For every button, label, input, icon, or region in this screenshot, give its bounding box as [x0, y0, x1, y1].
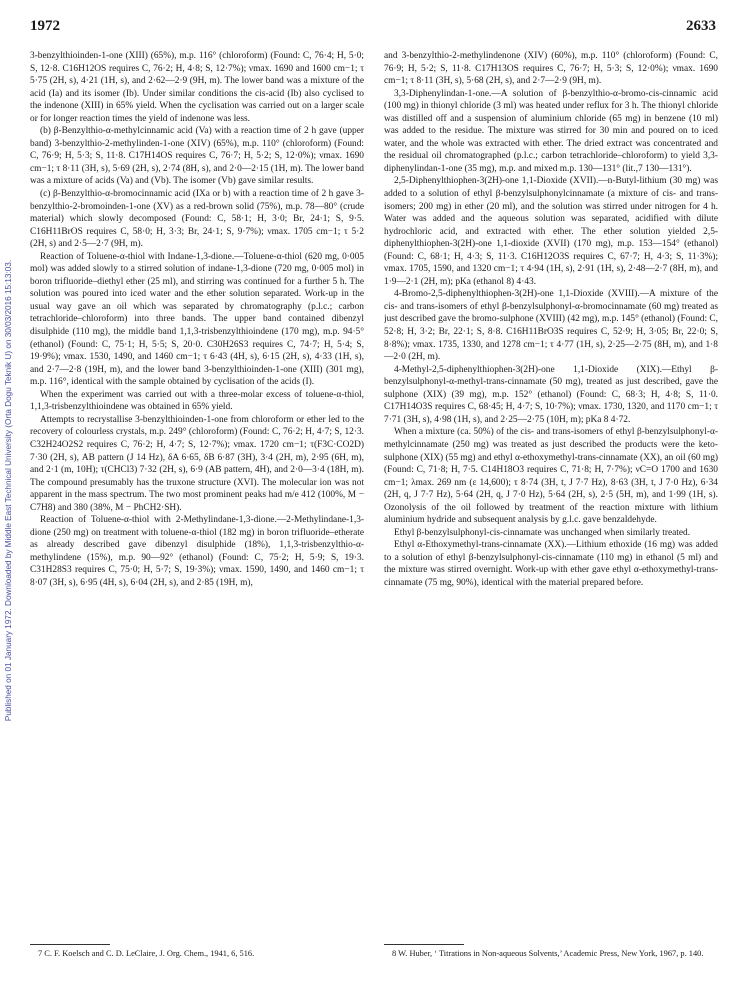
text-columns: [30, 50, 718, 960]
paragraph: When a mixture (ca. 50%) of the cis- and trans-isomers of ethyl β-benzylsulphonyl-α-methylcinnamate (250 mg) was treated as just described the products were the keto-sulphone (XIX) (55 mg) and ethyl α-ethoxymethyl-trans-cinnamate (XX), an oil (60 mg) (Found: C, 71·8; H, 7·5. C14H18O3 requires C, 71·8; H, 7·7%); νC=O 1700 and 1630 cm−1; λmax. 269 nm (ε 14,600); τ 8·74 (3H, t, J 7·7 Hz), 8·63 (3H, t, J 7·0 Hz), 6·34 (2H, q, J 7·7 Hz), 5·64 (2H, q, J 7·0 Hz), 5·64 (2H, s), 2·5 (5H, m), and 1·99 (1H, s). Ozonolysis of the oil followed by treatment of the reaction mixture with lithium aluminium hydride and subsequent analysis by g.l.c. gave benzaldehyde.: [384, 427, 718, 526]
paragraph: 4-Methyl-2,5-diphenylthiophen-3(2H)-one 1,1-Dioxide (XIX).—Ethyl β-benzylsulphonyl-α-methyl-trans-cinnamate (50 mg), treated as just described, gave the sulphone (XIX) (39 mg), m.p. 152° (ethanol) (Found: C, 68·3; H, 4·8; S, 11·0. C17H14O3S requires C, 68·45; H, 4·7; S, 10·7%); νmax. 1730, 1320, and 1170 cm−1; τ 7·71 (3H, s), 4·98 (1H, s), and 2·25—2·75 (10H, m); pKa 8 4·72.: [384, 364, 718, 425]
paragraph: (c) β-Benzylthio-α-bromocinnamic acid (IXa or b) with a reaction time of 2 h gave 3-benzylthio-2-bromoinden-1-one (XV) as a red-brown solid (75%), m.p. 78—80° (crude material) which slowly decomposed (Found: C, 58·1; H, 3·0; Br, 24·1; S, 9·5. C16H11BrOS requires C, 58·0; H, 3·3; Br, 24·1; S, 9·7%); νmax. 1705 cm−1; τ 5·2 (2H, s) and 2·5—2·7 (9H, m).: [30, 189, 364, 250]
paragraph: (b) β-Benzylthio-α-methylcinnamic acid (Va) with a reaction time of 2 h gave (upper band) 3-benzylthio-2-methylinden-1-one (XIV) (65%), m.p. 110° (chloroform) (Found: C, 76·9; H, 5·3; S, 11·8. C17H14OS requires C, 76·7; H, 5·2; S, 12·0%); νmax. 1690 cm−1; τ 8·11 (3H, s), 5·69 (2H, s), 2·74 (8H, s), and 2·0—2·15 (1H, m). The lower band was a mixture of acids (Va) and (Vb). The isomer (Vb) gave similar results.: [30, 126, 364, 187]
footnote-rule: [384, 944, 464, 945]
page-number: 2633: [686, 18, 716, 34]
paragraph: Ethyl α-Ethoxymethyl-trans-cinnamate (XX).—Lithium ethoxide (16 mg) was added to a solution of ethyl β-benzylsulphonyl-cis-cinnamate (110 mg) in ethanol (5 ml) and the mixture was stirred overnight. Work-up with ether gave ethyl α-ethoxymethyl-trans-cinnamate (75 mg, 90%), identical with the material prepared before.: [384, 540, 718, 588]
paragraph: 4-Bromo-2,5-diphenylthiophen-3(2H)-one 1,1-Dioxide (XVIII).—A mixture of the cis- and trans-isomers of ethyl β-benzylsulphonyl-α-bromocinnamate (60 mg) treated as just described gave the bromo-sulphone (XVIII) (42 mg), m.p. 145° (ethanol) (Found: C, 52·8; H, 3·2; Br, 22·1; S, 8·8. C16H11BrO3S requires C, 52·9; H, 3·05; Br, 22·0; S, 8·8%); νmax. 1735, 1330, and 1278 cm−1; τ 4·77 (1H, s), 2·25—2·75 (8H, m), and 1·8—2·0 (2H, m).: [384, 289, 718, 363]
footnote-text: 8 W. Huber, ‘ Titrations in Non-aqueous Solvents,’ Academic Press, New York, 1967, p. 140.: [392, 949, 704, 959]
right-column: [384, 50, 718, 960]
paragraph: Attempts to recrystallise 3-benzylthioinden-1-one from chloroform or ether led to the recovery of colourless crystals, m.p. 249° (chloroform) (Found: C, 76·2; H, 4·7; S, 12·3. C32H24O2S2 requires C, 76·2; H, 4·7; S, 12·7%); νmax. 1720 cm−1; τ(F3C·CO2D) 7·30 (2H, s), AB pattern (J 14 Hz), δA 6·65, δB 6·87 (3H), 3·4 (2H, m), 2·95 (6H, m), and 2·1 (m, 10H); τ(CHCl3) 7·32 (2H, s), 6·9 (AB pattern, 4H), and 2·0—3·4 (18H, m). The compound presumably has the truxone structure (XVI). The molecular ion was not apparent in the mass spectrum. The two most prominent peaks had m/e 412 (100%, M − C7H8) and 380 (38%, M − PhCH2·SH).: [30, 414, 364, 513]
footnote-text: 7 C. F. Koelsch and C. D. LeClaire, J. Org. Chem., 1941, 6, 516.: [38, 949, 255, 959]
download-notice-text[interactable]: Published on 01 January 1972. Downloaded by Middle East Technical University (Orta Dogu Teknik U) on 30/03/2016 15:13:03.: [4, 259, 14, 721]
footnote: [384, 944, 718, 960]
left-column: [30, 50, 364, 960]
paragraph: Reaction of Toluene-α-thiol with 2-Methylindane-1,3-dione.—2-Methylindane-1,3-dione (250 mg) on treatment with toluene-α-thiol (182 mg) in boron trifluoride–etherate as already described gave dibenzyl disulphide (18%), 1,1,3-trisbenzylthio-α-methylindene (15%), m.p. 90—92° (ethanol) (Found: C, 75·2; H, 5·9; S, 19·3. C31H28S3 requires C, 75·0; H, 5·7; S, 19·3%); νmax. 1590, 1490, and 1460 cm−1; τ 8·07 (3H, s), 6·95 (4H, s), 6·04 (2H, s), and 2·85 (19H, m),: [30, 515, 364, 588]
paragraph: 3-benzylthioinden-1-one (XIII) (65%), m.p. 116° (chloroform) (Found: C, 76·4; H, 5·0; S, 12·8. C16H12OS requires C, 76·2; H, 4·8; S, 12·7%); νmax. 1690 and 1600 cm−1; τ 5·75 (2H, s), 4·21 (1H, s), and 2·62—2·9 (9H, m). The lower band was a mixture of the acid (Ia) and its isomer (Ib). Under similar conditions the cis-acid (Ib) also cyclised to the indenone (XIII) in 65% yield. When the cyclisation was carried out on a larger scale or for longer reaction times the yield of indenone was less.: [30, 51, 364, 124]
footnote-rule: [30, 944, 110, 945]
download-notice: [2, 60, 16, 920]
paragraph: 3,3-Diphenylindan-1-one.—A solution of β-benzylthio-α-bromo-cis-cinnamic acid (100 mg) in thionyl chloride (3 ml) was heated under reflux for 3 h. The thionyl chloride was distilled off and a suspension of aluminium chloride (65 mg) in benzene (10 ml) was added to the residue. The mixture was stirred for 30 min and poured on to iced water, and the whole was extracted with ether. The dried extract was concentrated and the residual oil chromatographed (p.l.c.; carbon tetrachloride–chloroform) to yield 3,3-diphenylindan-1-one (35 mg), m.p. and mixed m.p. 130—131° (lit.,7 130—131°).: [384, 88, 718, 174]
page-header: [30, 18, 716, 44]
paragraph: Ethyl β-benzylsulphonyl-cis-cinnamate was unchanged when similarly treated.: [394, 527, 691, 538]
paragraph: 2,5-Diphenylthiophen-3(2H)-one 1,1-Dioxide (XVII).—n-Butyl-lithium (30 mg) was added to a solution of ethyl β-benzylsulphonylcinnamate (a mixture of cis- and trans-isomers; 200 mg) in ether (20 ml), and the solution was stirred under nitrogen for 4 h. Water was added and the aqueous solution was separated, acidified with dilute hydrochloric acid, and extracted with ether. The ether solution yielded 2,5-diphenylthiophen-3(2H)-one 1,1-dioxide (XVII) (170 mg), m.p. 153—154° (ethanol) (Found: C, 68·1; H, 4·3; S, 11·3. C16H12O3S requires C, 67·7; H, 4·3; S, 11·3%); νmax. 1705, 1590, and 1320 cm−1; τ 4·94 (1H, s), 2·91 (1H, s), 2·48—2·7 (8H, m), and 1·9—2·1 (2H, m); pKa (ethanol 8) 4·43.: [384, 176, 718, 287]
footnote: [30, 944, 364, 960]
paragraph: and 3-benzylthio-2-methylindenone (XIV) (60%), m.p. 110° (chloroform) (Found: C, 76·9; H, 5·2; S, 11·8. C17H13OS requires C, 76·7; H, 5·3; S, 12·0%); νmax. 1690 cm−1; τ 8·11 (3H, s), 5·68 (2H, s), and 2·7—2·9 (9H, m).: [384, 51, 718, 87]
paragraph: When the experiment was carried out with a three-molar excess of toluene-α-thiol, 1,1,3-trisbenzylthioindene was obtained in 65% yield.: [30, 389, 364, 413]
journal-year: 1972: [30, 18, 60, 34]
paragraph: Reaction of Toluene-α-thiol with Indane-1,3-dione.—Toluene-α-thiol (620 mg, 0·005 mol) was added slowly to a stirred solution of indane-1,3-dione (720 mg, 0·005 mol) in boron trifluoride–diethyl ether (25 ml), and stirring was continued for a further 5 h. The solution was poured into iced water and the ether solution separated. Work-up in the usual way gave an oil which was separated by chromatography (p.l.c.; carbon tetrachloride–chloroform) into three bands. The upper band contained dibenzyl disulphide (110 mg), the middle band 1,1,3-trisbenzylthioindene (170 mg), m.p. 94·5° (ethanol) (Found: C, 75·1; H, 5·5; S, 20·0. C30H26S3 requires C, 74·7; H, 5·4; S, 19·9%); νmax. 1530, 1490, and 1460 cm−1; τ 6·43 (4H, s), 6·15 (2H, s), 4·33 (1H, s), and 2·7—2·8 (19H, m), and the lower band 3-benzylthioinden-1-one (XIII) (301 mg), m.p. 116°, identical with the sample obtained by cyclisation of the acids (I).: [30, 251, 364, 388]
